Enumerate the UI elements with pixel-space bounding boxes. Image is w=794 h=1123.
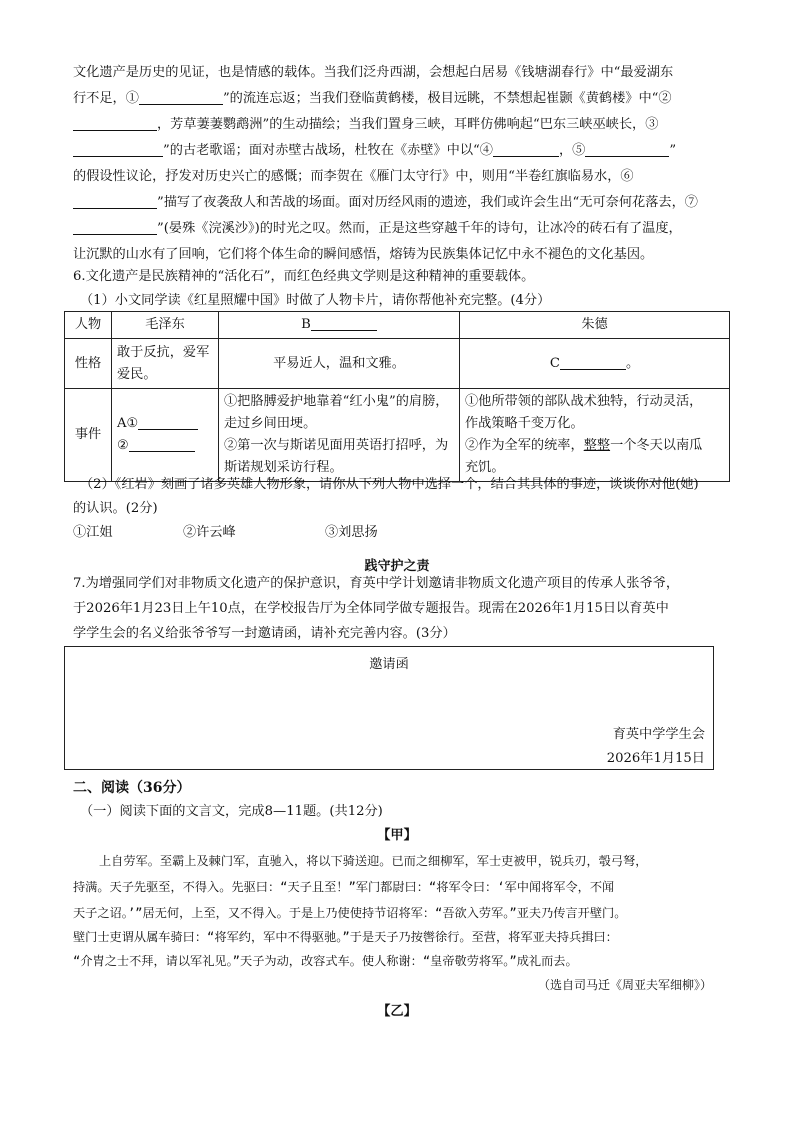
answer-blank-b[interactable] bbox=[311, 316, 377, 331]
answer-blank-a1[interactable] bbox=[138, 415, 198, 430]
classical-line: 天子之诏。’”居无何，上至，又不得入。于是上乃使使持节诏将军：“吾欲入劳军。”亚夫乃传言开壁门。 bbox=[73, 906, 627, 920]
header-b: B bbox=[219, 312, 460, 339]
answer-blank[interactable] bbox=[73, 220, 157, 235]
header-zhu: 朱德 bbox=[460, 312, 730, 339]
question-6-sub2-cont: 的认识。(2分) bbox=[73, 501, 158, 516]
passage-jia-label: 【甲】 bbox=[377, 828, 417, 843]
classical-line: 壁门士吏谓从属车骑曰：“将军约，军中不得驱驰。”于是天子乃按辔徐行。至营，将军亚夫持兵揖曰： bbox=[73, 930, 618, 944]
row-label-event: 事件 bbox=[65, 389, 112, 482]
invitation-date: 2026年1月15日 bbox=[606, 751, 705, 766]
answer-blank-c[interactable] bbox=[560, 355, 626, 370]
zhu-trait: C 。 bbox=[460, 339, 730, 389]
header-person: 人物 bbox=[65, 312, 112, 339]
option-1: ①江姐 bbox=[73, 525, 113, 540]
passage-line: 让沉默的山水有了回响，它们将个体生命的瞬间感悟，熔铸为民族集体记忆中永不褪色的文化基因。 bbox=[73, 247, 654, 262]
classical-line: 持满。天子先驱至，不得入。先驱曰：“天子且至！”军门都尉曰：“将军令曰：‘军中闻将军令，不闻 bbox=[73, 880, 615, 894]
mao-events: A① ② bbox=[112, 389, 219, 482]
zhu-events: ①他所带领的部队战术独特，行动灵活， 作战策略千变万化。 ②作为全军的统率，整整一个冬天以南瓜 充饥。 bbox=[460, 389, 730, 482]
classical-source: （选自司马迁《周亚夫军细柳》） bbox=[537, 978, 712, 992]
invitation-title: 邀请函 bbox=[369, 657, 409, 672]
passage-line: ”(晏殊《浣溪沙》)的时光之叹。然而，正是这些穿越千年的诗句，让冰冷的砖石有了温度， bbox=[73, 216, 733, 242]
passage-line: 的假设性议论，抒发对历史兴亡的感慨；而李贺在《雁门太守行》中，则用“半卷红旗临易水，⑥ bbox=[73, 169, 634, 184]
passage-yi-label: 【乙】 bbox=[377, 1004, 417, 1019]
question-6-stem: 6.文化遗产是民族精神的“活化石”，而红色经典文学则是这种精神的重要载体。 bbox=[73, 269, 535, 284]
passage-line: 行不足，① ”的流连忘返；当我们登临黄鹤楼，极目远眺，不禁想起崔颢《黄鹤楼》中“② bbox=[73, 91, 672, 106]
invitation-signature: 育英中学学生会 bbox=[612, 727, 705, 742]
answer-blank[interactable] bbox=[139, 90, 223, 105]
section-title-reading: 二、阅读（36分） bbox=[73, 780, 191, 796]
answer-blank-a2[interactable] bbox=[129, 437, 195, 452]
character-card-table bbox=[64, 311, 730, 482]
classical-line: 上自劳军。至霸上及棘门军，直驰入，将以下骑送迎。已而之细柳军，军士吏被甲，锐兵刃，彀弓弩， bbox=[99, 854, 648, 868]
question-7-line: 7.为增强同学们对非物质文化遗产的保护意识，育英中学计划邀请非物质文化遗产项目的传承人张爷爷， bbox=[73, 576, 680, 591]
section-heading: 践守护之责 bbox=[364, 559, 430, 574]
answer-blank[interactable] bbox=[493, 142, 559, 157]
question-7-line: 于2026年1月23日上午10点，在学校报告厅为全体同学做专题报告。现需在2026年1月15日以育英中 bbox=[73, 601, 669, 616]
question-6-sub1: （1）小文同学读《红星照耀中国》时做了人物卡片，请你帮他补充完整。(4分） bbox=[80, 293, 551, 308]
question-6-sub2: （2）《红岩》刻画了诸多英雄人物形象，请你从下列人物中选择一个，结合其具体的事迹，谈谈你对他(她) bbox=[80, 477, 699, 492]
question-6-options bbox=[73, 520, 733, 546]
answer-blank[interactable] bbox=[73, 142, 163, 157]
passage-line: 文化遗产是历史的见证，也是情感的载体。当我们泛舟西湖，会想起白居易《钱塘湖春行》中“最爱湖东 bbox=[73, 65, 674, 80]
classical-line: “介胄之士不拜，请以军礼见。”天子为动，改容式车。使人称谢：“皇帝敬劳将军。”成礼而去。 bbox=[73, 954, 578, 968]
mao-trait: 敢于反抗，爱军 爱民。 bbox=[112, 339, 219, 389]
answer-blank[interactable] bbox=[585, 142, 669, 157]
b-trait: 平易近人，温和文雅。 bbox=[219, 339, 460, 389]
question-7-line: 学学生会的名义给张爷爷写一封邀请函，请补充完善内容。(3分） bbox=[73, 626, 456, 641]
answer-blank[interactable] bbox=[73, 116, 157, 131]
header-mao: 毛泽东 bbox=[112, 312, 219, 339]
passage-line: ”描写了夜袭敌人和苦战的场面。面对历经风雨的遗迹，我们或许会生出“无可奈何花落去，⑦ bbox=[73, 190, 733, 216]
row-label-trait: 性格 bbox=[65, 339, 112, 389]
invitation-letter-box[interactable] bbox=[64, 646, 714, 770]
passage-line: ，芳草萋萋鹦鹉洲”的生动描绘；当我们置身三峡，耳畔仿佛响起“巴东三峡巫峡长，③ bbox=[73, 112, 733, 138]
b-events: ①把胳膊爱护地靠着“红小鬼”的肩膀， 走过乡间田埂。 ②第一次与斯诺见面用英语打招呼，为 斯诺规划采访行程。 bbox=[219, 389, 460, 482]
option-2: ②许云峰 bbox=[183, 525, 236, 540]
reading-intro: （一）阅读下面的文言文，完成8—11题。(共12分) bbox=[80, 804, 383, 819]
answer-blank[interactable] bbox=[73, 194, 157, 209]
passage-line: ”的古老歌谣；面对赤壁古战场，杜牧在《赤壁》中以“④ ，⑤ ” bbox=[73, 138, 733, 164]
option-3: ③刘思扬 bbox=[325, 525, 378, 540]
